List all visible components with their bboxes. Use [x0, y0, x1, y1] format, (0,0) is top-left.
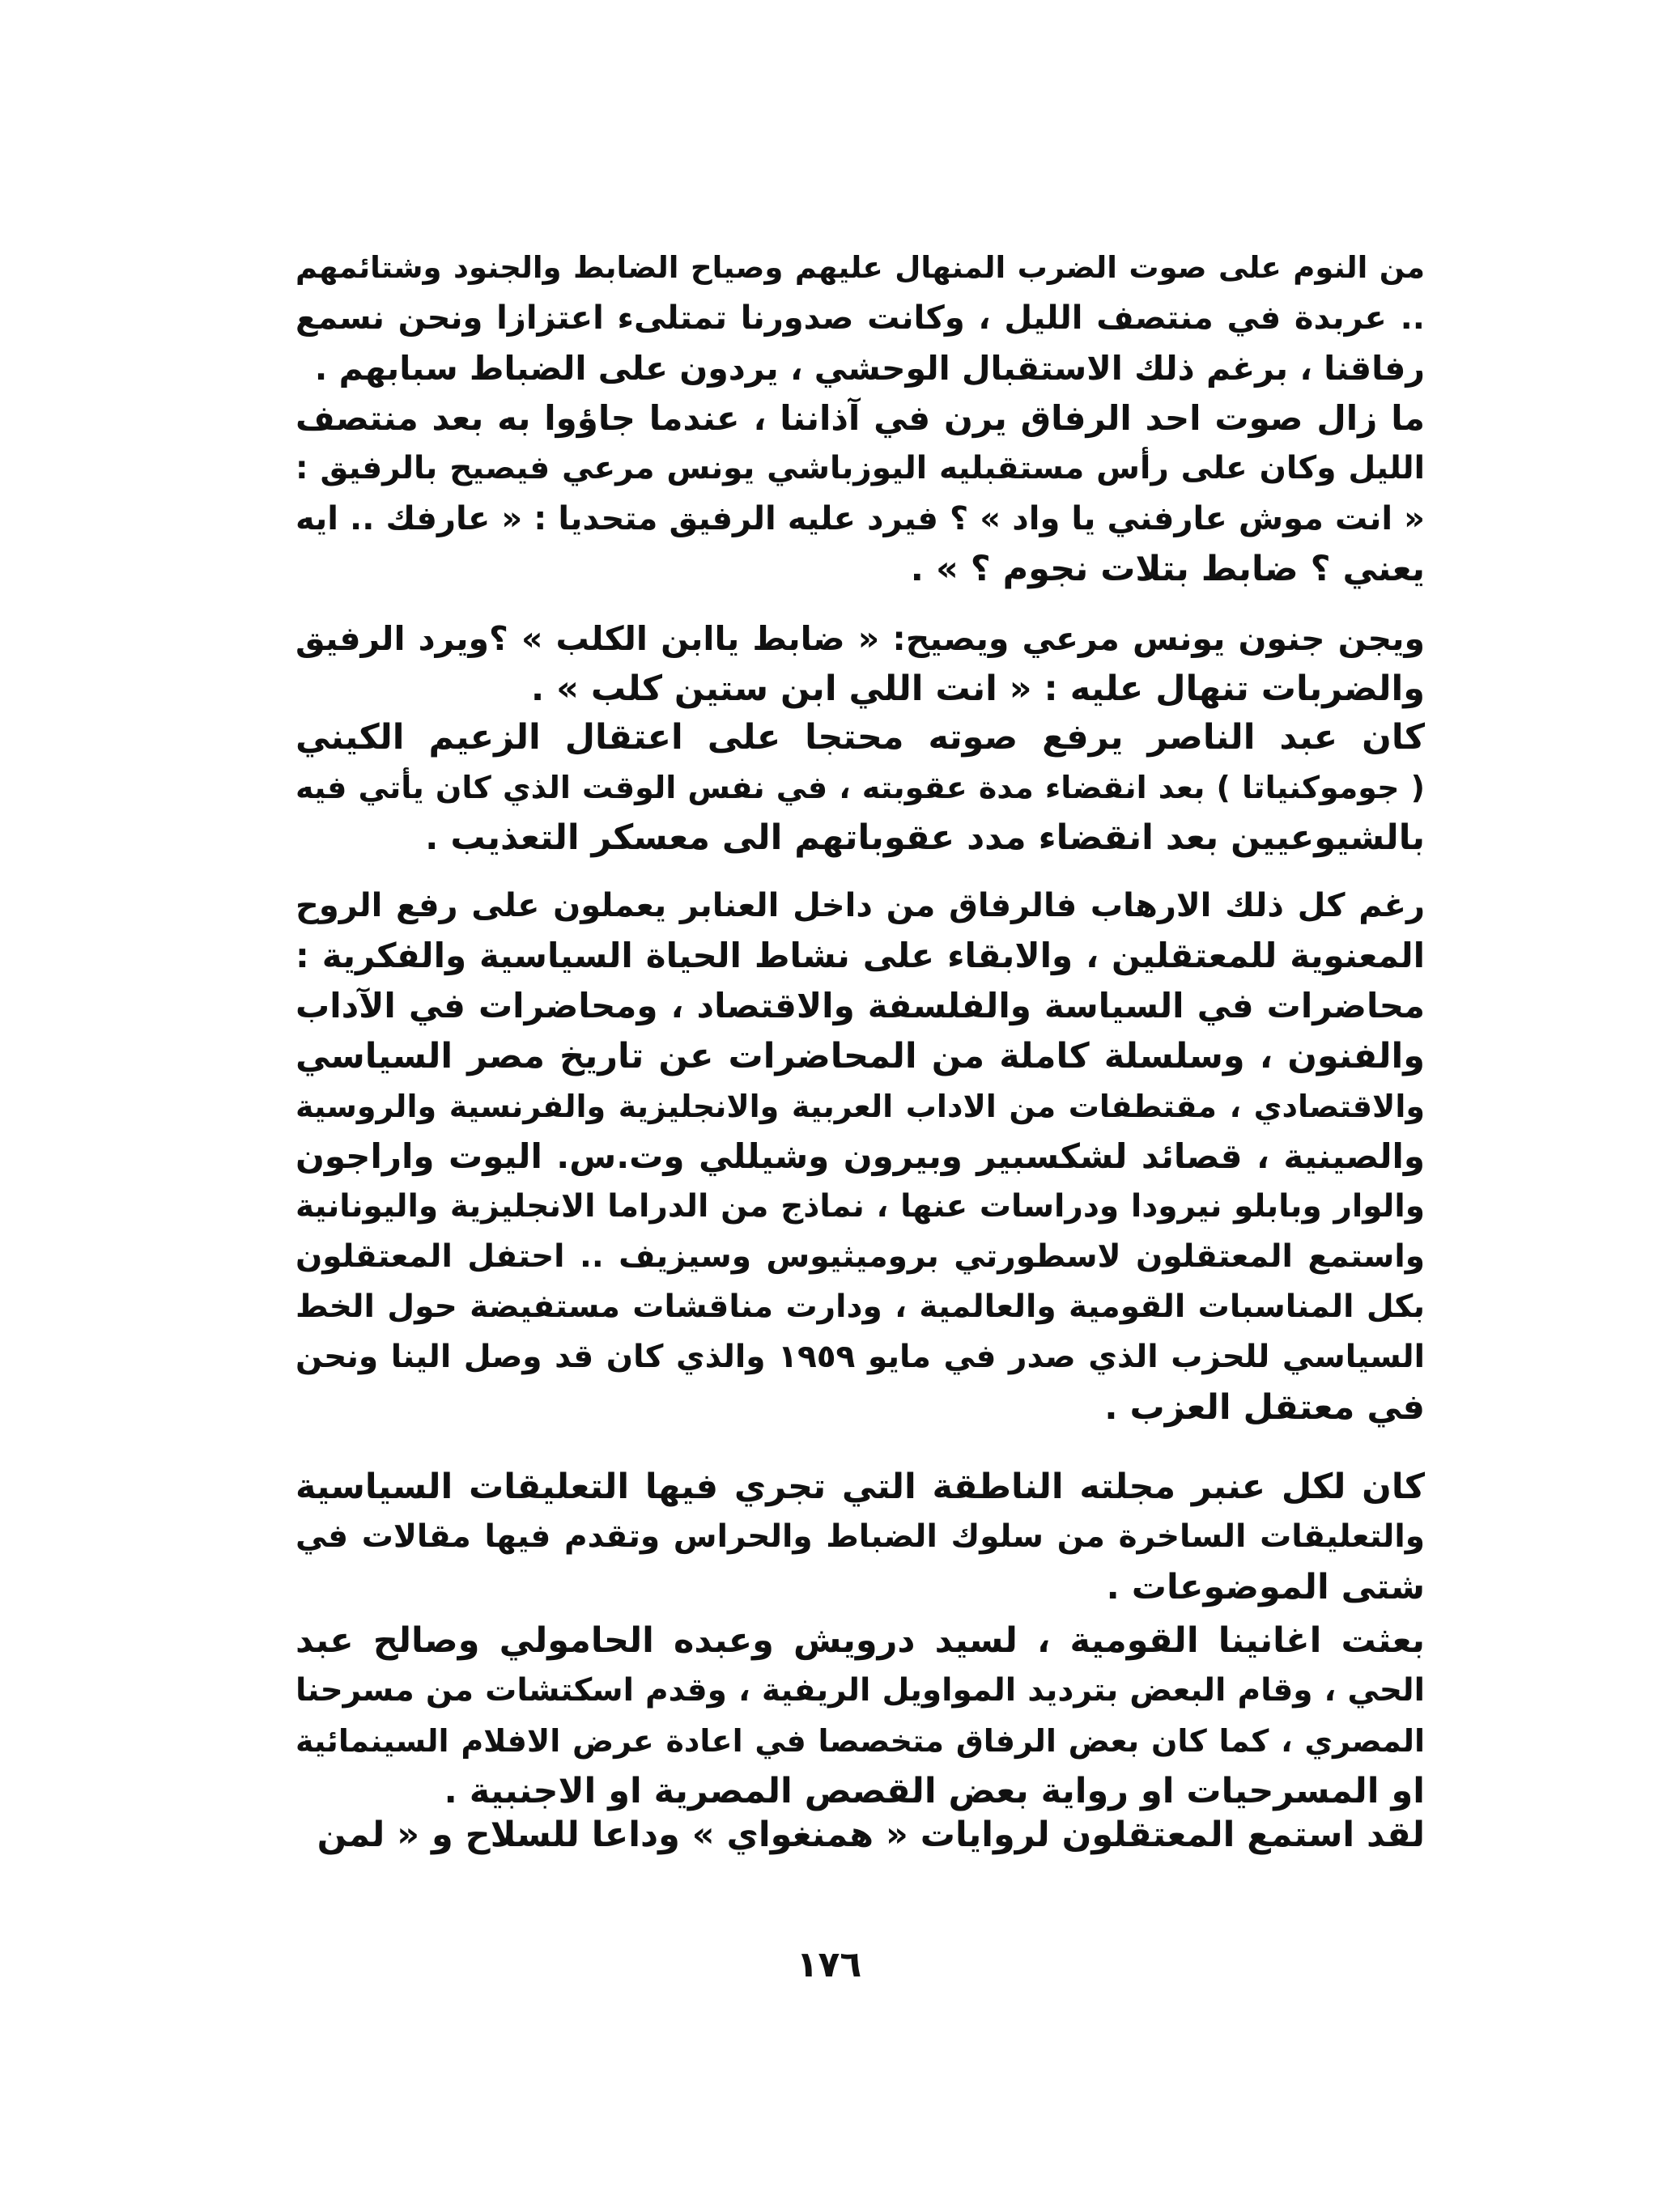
paragraph [295, 243, 1425, 393]
text-line: والصينية ، قصائد لشكسبير وبيرون وشيللي وت.س. اليوت واراجون [295, 1136, 1425, 1176]
text-line: شتى الموضوعات . [1106, 1567, 1425, 1607]
text-line: رغم كل ذلك الارهاب فالرفاق من داخل العنابر يعملون على رفع الروح [295, 887, 1425, 924]
text-line: لقد استمع المعتقلون لروايات « همنغواي » وداعا للسلاح و « لمن [317, 1815, 1425, 1855]
text-line: في معتقل العزب . [1104, 1387, 1425, 1428]
text-line: المعنوية للمعتقلين ، والابقاء على نشاط الحياة السياسية والفكرية : [295, 936, 1425, 975]
text-line: الليل وكان على رأس مستقبليه اليوزباشي يونس مرعي فيصيح بالرفيق : [295, 450, 1425, 486]
paragraph [295, 1615, 1425, 1816]
text-line: السياسي للحزب الذي صدر في مايو ١٩٥٩ والذي كان قد وصل الينا ونحن [295, 1339, 1425, 1375]
text-line: الحي ، وقام البعض بترديد المواويل الريفية ، وقدم اسكتشات من مسرحنا [295, 1672, 1425, 1709]
text-line: رفاقنا ، برغم ذلك الاستقبال الوحشي ، يردون على الضباط سبابهم . [314, 349, 1425, 388]
text-line: .. عربدة في منتصف الليل ، وكانت صدورنا تمتلىء اعتزازا ونحن نسمع [295, 299, 1425, 337]
paragraph [295, 712, 1425, 863]
paragraph-text [295, 1462, 1425, 1612]
paragraph-text [295, 881, 1425, 1433]
text-line: ( جوموكنياتا ) بعد انقضاء مدة عقوبته ، في نفس الوقت الذي كان يأتي فيه [295, 770, 1425, 805]
text-line: يعني ؟ ضابط بتلات نجوم ؟ » . [910, 549, 1425, 589]
text-line: والوار وبابلو نيرودا ودراسات عنها ، نماذج من الدراما الانجليزية واليونانية [295, 1188, 1425, 1225]
paragraph [295, 881, 1425, 1433]
text-line: والتعليقات الساخرة من سلوك الضباط والحراس وتقدم فيها مقالات في [295, 1518, 1425, 1555]
text-line: والاقتصادي ، مقتطفات من الاداب العربية والانجليزية والفرنسية والروسية [295, 1089, 1425, 1124]
text-line: بكل المناسبات القومية والعالمية ، ودارت مناقشات مستفيضة حول الخط [295, 1289, 1425, 1325]
text-line: بالشيوعيين بعد انقضاء مدد عقوباتهم الى معسكر التعذيب . [425, 817, 1425, 858]
text-line: « انت موش عارفني يا واد » ؟ فيرد عليه الرفيق متحديا : « عارفك .. ايه [295, 500, 1425, 537]
paragraph [295, 614, 1425, 714]
paragraph-text [295, 393, 1425, 594]
paragraph [295, 1462, 1425, 1612]
paragraph [295, 1810, 1425, 1860]
page-number: ١٧٦ [796, 1944, 862, 1985]
text-line: من النوم على صوت الضرب المنهال عليهم وصياح الضابط والجنود وشتائمهم [295, 250, 1425, 285]
text-line: محاضرات في السياسة والفلسفة والاقتصاد ، ومحاضرات في الآداب [295, 986, 1425, 1025]
text-line: ما زال صوت احد الرفاق يرن في آذاننا ، عندما جاؤوا به بعد منتصف [295, 398, 1425, 438]
text-line: كان عبد الناصر يرفع صوته محتجا على اعتقال الزعيم الكيني [295, 717, 1425, 758]
text-line: واستمع المعتقلون لاسطورتي بروميثيوس وسيزيف .. احتفل المعتقلون [295, 1238, 1425, 1275]
text-line: كان لكل عنبر مجلته الناطقة التي تجري فيها التعليقات السياسية [295, 1467, 1425, 1507]
paragraph-text [295, 243, 1425, 393]
text-line: المصري ، كما كان بعض الرفاق متخصصا في اعادة عرض الافلام السينمائية [295, 1723, 1425, 1759]
text-line: بعثت اغانينا القومية ، لسيد درويش وعبده الحامولي وصالح عبد [295, 1620, 1425, 1661]
paragraph-text [295, 1810, 1425, 1860]
paragraph-text [295, 712, 1425, 863]
text-line: او المسرحيات او رواية بعض القصص المصرية او الاجنبية . [444, 1771, 1425, 1811]
paragraph-text [295, 614, 1425, 714]
paragraph [295, 393, 1425, 594]
paragraph-text [295, 1615, 1425, 1816]
text-line: والفنون ، وسلسلة كاملة من المحاضرات عن تاريخ مصر السياسي [295, 1036, 1425, 1076]
text-line: والضربات تنهال عليه : « انت اللي ابن ستين كلب » . [530, 669, 1425, 709]
text-line: ويجن جنون يونس مرعي ويصيح: « ضابط ياابن الكلب » ؟ويرد الرفيق [295, 619, 1425, 658]
